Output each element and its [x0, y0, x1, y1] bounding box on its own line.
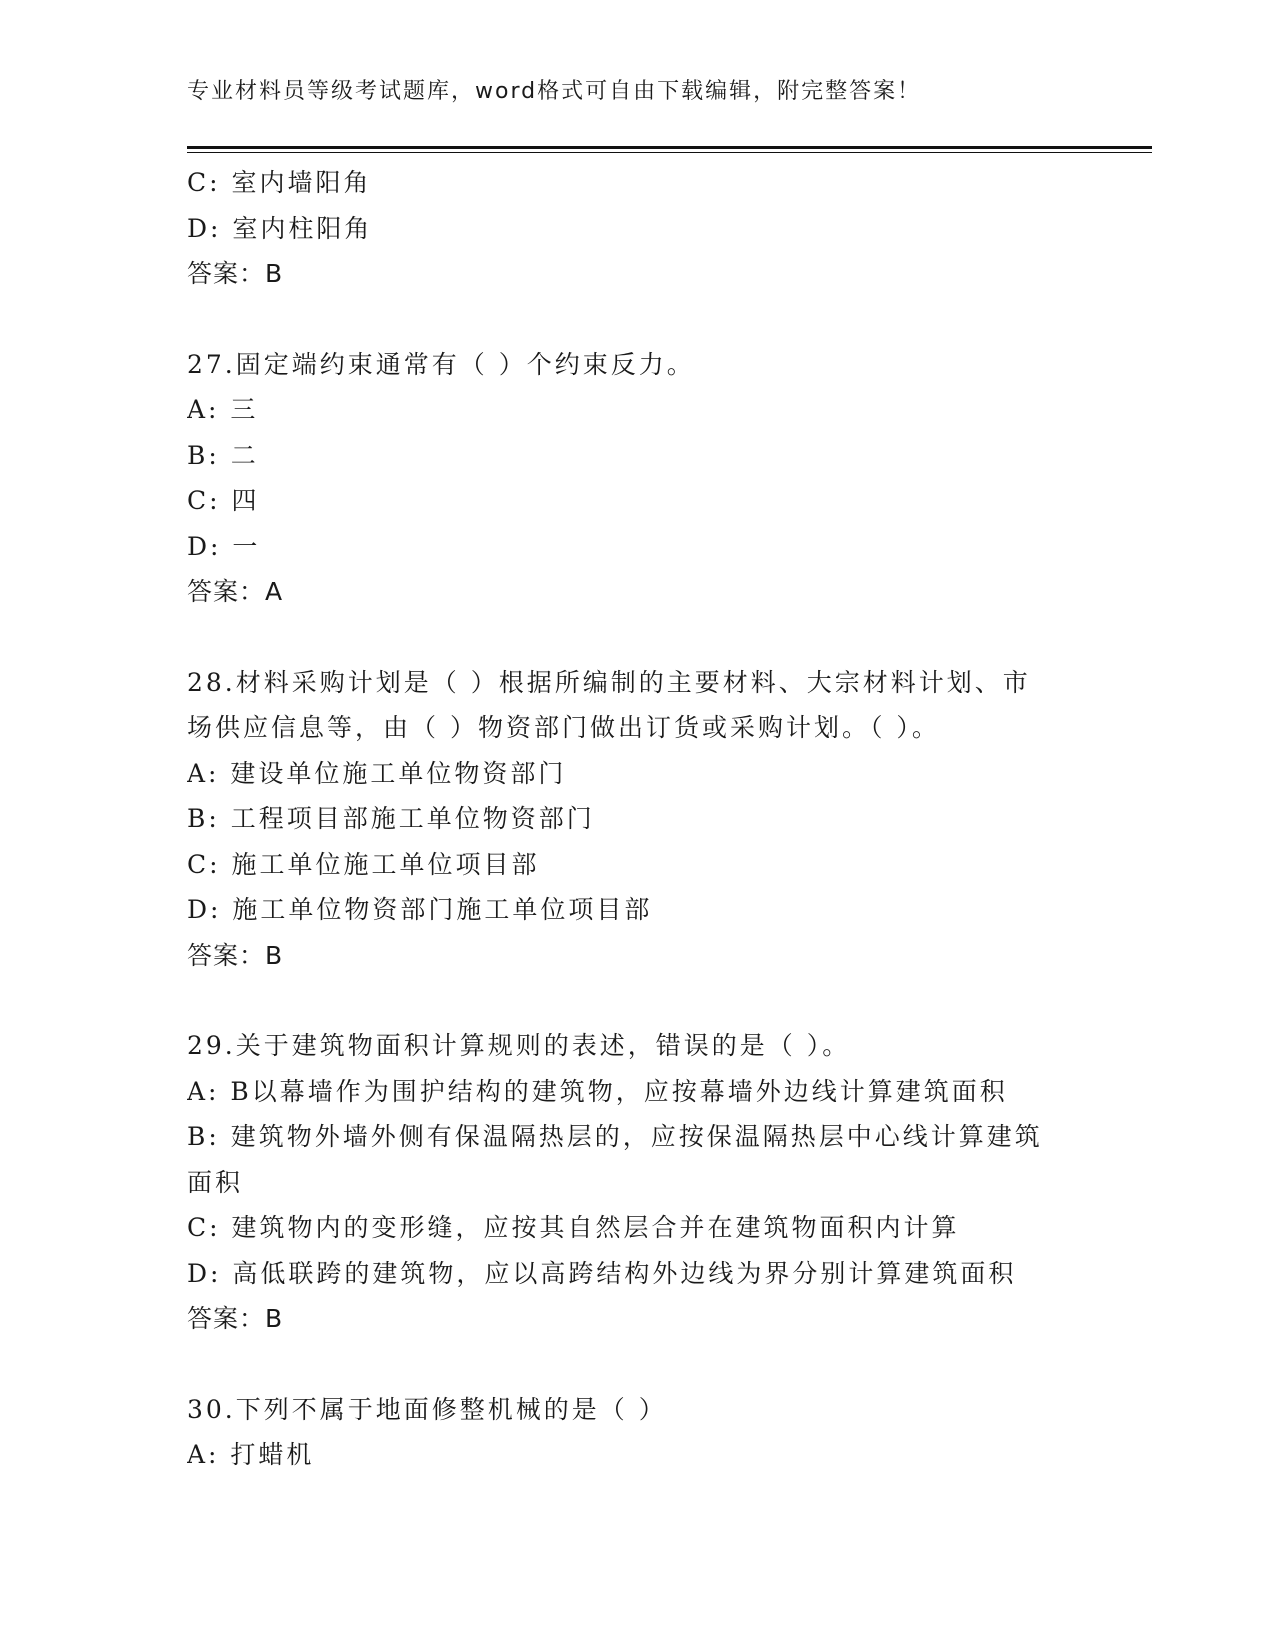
question-stem: 28.材料采购计划是（ ）根据所编制的主要材料、大宗材料计划、市	[187, 667, 1031, 697]
option-line: A: 三	[187, 395, 259, 424]
option-line: C: 施工单位施工单位项目部	[187, 849, 540, 879]
option-line: C: 四	[187, 486, 260, 515]
spacer	[187, 615, 1087, 660]
answer-line: 答案：B	[187, 1304, 284, 1333]
page-header: 专业材料员等级考试题库，word格式可自由下载编辑，附完整答案！	[187, 79, 922, 104]
spacer	[187, 978, 1087, 1023]
option-line: B: 工程项目部施工单位物资部门	[187, 804, 595, 833]
question-stem: 30.下列不属于地面修整机械的是（ ）	[187, 1394, 667, 1424]
spacer	[187, 297, 1087, 342]
question-stem: 29.关于建筑物面积计算规则的表述，错误的是（ ）。	[187, 1031, 851, 1060]
option-line: B: 建筑物外墙外侧有保温隔热层的，应按保温隔热层中心线计算建筑	[187, 1122, 1043, 1151]
header-rule-thick	[187, 146, 1152, 149]
option-line: C: 室内墙阳角	[187, 168, 372, 197]
option-line: B: 二	[187, 440, 259, 470]
answer-line: 答案：B	[187, 259, 284, 288]
option-line: D: 施工单位物资部门施工单位项目部	[187, 895, 653, 924]
question-stem: 场供应信息等，由（ ）物资部门做出订货或采购计划。（ ）。	[187, 713, 940, 742]
option-line: D: 高低联跨的建筑物，应以高跨结构外边线为界分别计算建筑面积	[187, 1258, 1017, 1288]
option-line: A: 建设单位施工单位物资部门	[187, 758, 567, 788]
option-line: 面积	[187, 1167, 244, 1197]
question-stem: 27.固定端约束通常有（ ）个约束反力。	[187, 349, 695, 379]
answer-line: 答案：A	[187, 577, 284, 606]
question-content	[187, 160, 1087, 1478]
answer-line: 答案：B	[187, 940, 284, 970]
option-line: A: 打蜡机	[187, 1440, 315, 1469]
spacer	[187, 1342, 1087, 1387]
header-rule-thin	[187, 152, 1152, 153]
option-line: A: B以幕墙作为围护结构的建筑物，应按幕墙外边线计算建筑面积	[187, 1076, 1008, 1106]
option-line: D: 一	[187, 531, 261, 561]
option-line: D: 室内柱阳角	[187, 213, 373, 243]
option-line: C: 建筑物内的变形缝，应按其自然层合并在建筑物面积内计算	[187, 1213, 960, 1242]
